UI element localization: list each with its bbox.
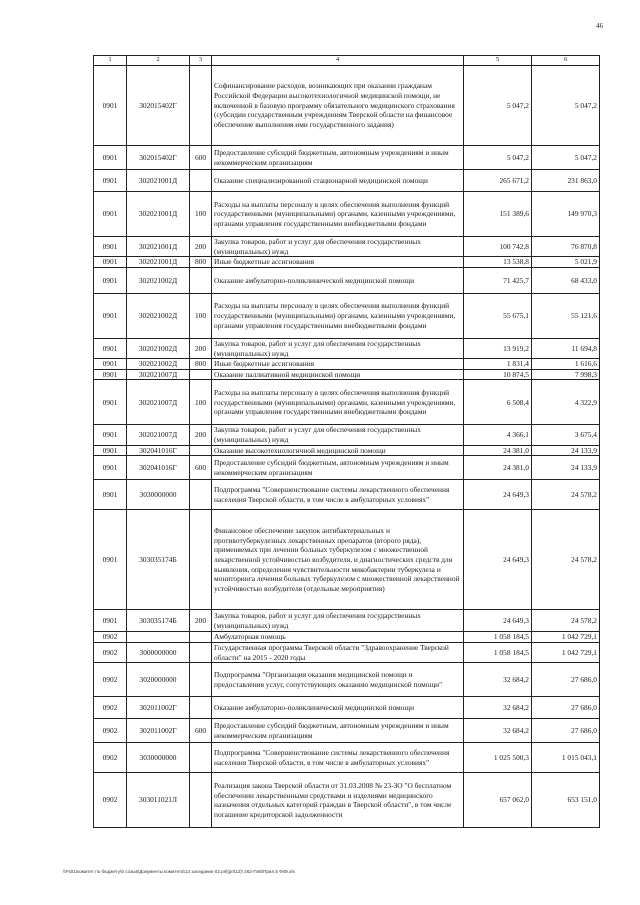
target-article-cell: 302011002Г — [127, 719, 190, 743]
expense-type-cell — [190, 267, 212, 293]
expense-type-cell — [190, 773, 212, 828]
expense-type-cell: 800 — [190, 359, 212, 370]
table-row — [94, 697, 600, 719]
description-cell: Закупка товаров, работ и услуг для обеспечения государственных (муниципальных) нужд — [212, 610, 464, 632]
executed-amount-cell: 7 998,3 — [532, 369, 600, 380]
description-cell: Оказание паллиативной медицинской помощи — [212, 369, 464, 380]
executed-amount-cell: 24 578,2 — [532, 480, 600, 510]
expense-type-cell: 200 — [190, 338, 212, 358]
table-row — [94, 425, 600, 445]
description-cell: Предоставление субсидий бюджетным, автономным учреждениям и иным некоммерческим организациям — [212, 146, 464, 170]
section-code-cell: 0902 — [94, 642, 127, 662]
table-row — [94, 719, 600, 743]
table-row — [94, 445, 600, 456]
expense-type-cell: 600 — [190, 146, 212, 170]
table-row — [94, 293, 600, 338]
section-code-cell: 0901 — [94, 510, 127, 610]
executed-amount-cell: 5 047,2 — [532, 146, 600, 170]
target-article-cell: 302021007Д — [127, 369, 190, 380]
table-row — [94, 380, 600, 425]
planned-amount-cell: 32 684,2 — [464, 663, 532, 697]
planned-amount-cell: 265 671,2 — [464, 170, 532, 192]
executed-amount-cell: 1 042 729,1 — [532, 632, 600, 643]
target-article-cell: 3030000000 — [127, 480, 190, 510]
section-code-cell: 0902 — [94, 773, 127, 828]
table-row — [94, 510, 600, 610]
target-article-cell: 302021002Д — [127, 267, 190, 293]
description-cell: Расходы на выплаты персоналу в целях обеспечения выполнения функций государственными (муниципальными) органами, казенными учреждениями, органами управления государственными внебюджетными фондами — [212, 380, 464, 425]
planned-amount-cell: 100 742,8 — [464, 237, 532, 257]
table-row — [94, 192, 600, 237]
header-cell-1: 1 — [94, 56, 127, 66]
expense-type-cell: 200 — [190, 237, 212, 257]
planned-amount-cell: 1 831,4 — [464, 359, 532, 370]
expense-type-cell — [190, 697, 212, 719]
executed-amount-cell: 653 151,0 — [532, 773, 600, 828]
page-number: 46 — [596, 22, 603, 30]
budget-table — [93, 55, 600, 828]
planned-amount-cell: 13 538,8 — [464, 257, 532, 268]
target-article-cell: 302015402Г — [127, 66, 190, 146]
section-code-cell: 0901 — [94, 237, 127, 257]
table-row — [94, 338, 600, 358]
expense-type-cell — [190, 632, 212, 643]
expense-type-cell — [190, 369, 212, 380]
expense-type-cell: 600 — [190, 719, 212, 743]
planned-amount-cell: 32 684,2 — [464, 697, 532, 719]
target-article-cell: 303035174Б — [127, 610, 190, 632]
executed-amount-cell: 3 675,4 — [532, 425, 600, 445]
section-code-cell: 0902 — [94, 663, 127, 697]
expense-type-cell — [190, 170, 212, 192]
target-article-cell: 302021002Д — [127, 293, 190, 338]
expense-type-cell: 200 — [190, 425, 212, 445]
target-article-cell: 302041016Г — [127, 445, 190, 456]
expense-type-cell — [190, 445, 212, 456]
executed-amount-cell: 1 015 043,1 — [532, 743, 600, 773]
description-cell: Подпрограмма "Совершенствование системы лекарственного обеспечения населения Тверской области, в том числе в амбулаторных условиях" — [212, 480, 464, 510]
section-code-cell: 0902 — [94, 697, 127, 719]
section-code-cell: 0901 — [94, 369, 127, 380]
target-article-cell: 302021002Д — [127, 359, 190, 370]
executed-amount-cell: 27 686,0 — [532, 697, 600, 719]
executed-amount-cell: 24 578,2 — [532, 610, 600, 632]
section-code-cell: 0902 — [94, 743, 127, 773]
description-cell: Предоставление субсидий бюджетным, автономным учреждениям и иным некоммерческим организациям — [212, 719, 464, 743]
description-cell: Подпрограмма "Совершенствование системы лекарственного обеспечения населения Тверской области, в том числе в амбулаторных условиях" — [212, 743, 464, 773]
table-row — [94, 743, 600, 773]
expense-type-cell: 800 — [190, 257, 212, 268]
target-article-cell: 3020000000 — [127, 663, 190, 697]
expense-type-cell — [190, 743, 212, 773]
expense-type-cell — [190, 66, 212, 146]
executed-amount-cell: 76 870,8 — [532, 237, 600, 257]
executed-amount-cell: 24 133,9 — [532, 456, 600, 480]
section-code-cell: 0901 — [94, 338, 127, 358]
executed-amount-cell: 24 133,9 — [532, 445, 600, 456]
planned-amount-cell: 5 047,2 — [464, 146, 532, 170]
target-article-cell — [127, 632, 190, 643]
table-row — [94, 146, 600, 170]
executed-amount-cell: 5 021,9 — [532, 257, 600, 268]
expense-type-cell — [190, 663, 212, 697]
target-article-cell: 303035174Б — [127, 510, 190, 610]
executed-amount-cell: 4 322,9 — [532, 380, 600, 425]
target-article-cell: 302015402Г — [127, 146, 190, 170]
table-row — [94, 170, 600, 192]
expense-type-cell: 100 — [190, 380, 212, 425]
description-cell: Оказание высокотехнологичной медицинской помощи — [212, 445, 464, 456]
description-cell: Государственная программа Тверской области "Здравоохранение Тверской области" на 2015 - 2020 годы — [212, 642, 464, 662]
executed-amount-cell: 11 694,8 — [532, 338, 600, 358]
description-cell: Подпрограмма "Организация оказания медицинской помощи и предоставления услуг, сопутствующих оказанию медицинской помощи" — [212, 663, 464, 697]
section-code-cell: 0901 — [94, 610, 127, 632]
section-code-cell: 0901 — [94, 66, 127, 146]
expense-type-cell: 200 — [190, 610, 212, 632]
target-article-cell: 302021007Д — [127, 425, 190, 445]
section-code-cell: 0901 — [94, 480, 127, 510]
planned-amount-cell: 24 381,0 — [464, 456, 532, 480]
description-cell: Закупка товаров, работ и услуг для обеспечения государственных (муниципальных) нужд — [212, 425, 464, 445]
header-cell-3: 3 — [190, 56, 212, 66]
section-code-cell: 0901 — [94, 192, 127, 237]
table-row — [94, 773, 600, 828]
planned-amount-cell: 55 675,1 — [464, 293, 532, 338]
description-cell: Амбулаторная помощь — [212, 632, 464, 643]
header-row — [94, 56, 600, 66]
executed-amount-cell: 231 863,0 — [532, 170, 600, 192]
planned-amount-cell: 24 649,3 — [464, 510, 532, 610]
section-code-cell: 0901 — [94, 359, 127, 370]
executed-amount-cell: 55 121,6 — [532, 293, 600, 338]
description-cell: Финансовое обеспечение закупок антибактериальных и противотуберкулезных лекарственных препаратов (второго ряда), применяемых при лечении больных туберкулезом с множественной лекарственной устойчивостью возбудителя, и диагностических средств для выявления, определения чувствительности микобактерии туберкулеза и мониторинга лечения больных туберкулезом с множественной лекарственной устойчивостью возбудителя (отдельные мероприятия) — [212, 510, 464, 610]
section-code-cell: 0901 — [94, 456, 127, 480]
section-code-cell: 0901 — [94, 267, 127, 293]
target-article-cell: 302021001Д — [127, 257, 190, 268]
executed-amount-cell: 27 686,0 — [532, 663, 600, 697]
description-cell: Иные бюджетные ассигнования — [212, 359, 464, 370]
description-cell: Оказание амбулаторно-поликлинической медицинской помощи — [212, 697, 464, 719]
planned-amount-cell: 657 062,0 — [464, 773, 532, 828]
expense-type-cell: 100 — [190, 192, 212, 237]
description-cell: Расходы на выплаты персоналу в целях обеспечения выполнения функций государственными (муниципальными) органами, казенными учреждениями, органами управления государственными внебюджетными фондами — [212, 192, 464, 237]
section-code-cell: 0902 — [94, 632, 127, 643]
section-code-cell: 0901 — [94, 425, 127, 445]
section-code-cell: 0901 — [94, 170, 127, 192]
description-cell: Софинансирование расходов, возникающих при оказании гражданам Российской Федерации высокотехнологичной медицинской помощи, не включенной в базовую программу обязательного медицинского страхования (субсидии государственным учреждениям Тверской области на финансовое обеспечение выполнения ими государственного задания) — [212, 66, 464, 146]
planned-amount-cell: 4 366,1 — [464, 425, 532, 445]
planned-amount-cell: 1 025 500,3 — [464, 743, 532, 773]
planned-amount-cell: 1 058 184,5 — [464, 642, 532, 662]
header-cell-5: 5 — [464, 56, 532, 66]
table-row — [94, 369, 600, 380]
target-article-cell: 302021001Д — [127, 237, 190, 257]
description-cell: Закупка товаров, работ и услуг для обеспечения государственных (муниципальных) нужд — [212, 237, 464, 257]
executed-amount-cell: 1 042 729,1 — [532, 642, 600, 662]
target-article-cell: 302021001Д — [127, 170, 190, 192]
expense-type-cell: 600 — [190, 456, 212, 480]
executed-amount-cell: 68 433,0 — [532, 267, 600, 293]
table-row — [94, 237, 600, 257]
section-code-cell: 0901 — [94, 146, 127, 170]
table-row — [94, 267, 600, 293]
executed-amount-cell: 5 047,2 — [532, 66, 600, 146]
target-article-cell: 3030000000 — [127, 743, 190, 773]
section-code-cell: 0901 — [94, 445, 127, 456]
executed-amount-cell: 149 970,3 — [532, 192, 600, 237]
table-row — [94, 663, 600, 697]
planned-amount-cell: 151 389,6 — [464, 192, 532, 237]
description-cell: Предоставление субсидий бюджетным, автономным учреждениям и иным некоммерческим организациям — [212, 456, 464, 480]
expense-type-cell — [190, 480, 212, 510]
table-row — [94, 642, 600, 662]
planned-amount-cell: 24 381,0 — [464, 445, 532, 456]
expense-type-cell — [190, 510, 212, 610]
target-article-cell: 302021007Д — [127, 380, 190, 425]
file-path-footer: \\Fs01\комитет по бюджету\6 созыв\Документы комитета\13 заседание 02.pril(pril13)\ 262-П46\Прил.5 Ф49.xls — [63, 869, 295, 874]
table-body — [94, 66, 600, 828]
planned-amount-cell: 5 047,2 — [464, 66, 532, 146]
description-cell: Закупка товаров, работ и услуг для обеспечения государственных (муниципальных) нужд — [212, 338, 464, 358]
section-code-cell: 0901 — [94, 380, 127, 425]
target-article-cell: 303011021Л — [127, 773, 190, 828]
description-cell: Оказание специализированной стационарной медицинской помощи — [212, 170, 464, 192]
header-cell-2: 2 — [127, 56, 190, 66]
executed-amount-cell: 24 578,2 — [532, 510, 600, 610]
table-row — [94, 257, 600, 268]
section-code-cell: 0901 — [94, 293, 127, 338]
description-cell: Иные бюджетные ассигнования — [212, 257, 464, 268]
table-row — [94, 456, 600, 480]
planned-amount-cell: 6 508,4 — [464, 380, 532, 425]
target-article-cell: 302041016Г — [127, 456, 190, 480]
table-row — [94, 359, 600, 370]
section-code-cell: 0901 — [94, 257, 127, 268]
table-row — [94, 632, 600, 643]
planned-amount-cell: 24 649,3 — [464, 610, 532, 632]
planned-amount-cell: 13 919,2 — [464, 338, 532, 358]
planned-amount-cell: 10 874,5 — [464, 369, 532, 380]
expense-type-cell: 100 — [190, 293, 212, 338]
planned-amount-cell: 32 684,2 — [464, 719, 532, 743]
description-cell: Оказание амбулаторно-поликлинической медицинской помощи — [212, 267, 464, 293]
target-article-cell: 302011002Г — [127, 697, 190, 719]
planned-amount-cell: 1 058 184,5 — [464, 632, 532, 643]
expense-type-cell — [190, 642, 212, 662]
header-cell-6: 6 — [532, 56, 600, 66]
table-row — [94, 66, 600, 146]
target-article-cell: 302021001Д — [127, 192, 190, 237]
header-cell-4: 4 — [212, 56, 464, 66]
target-article-cell: 3000000000 — [127, 642, 190, 662]
section-code-cell: 0902 — [94, 719, 127, 743]
executed-amount-cell: 27 686,0 — [532, 719, 600, 743]
target-article-cell: 302021002Д — [127, 338, 190, 358]
planned-amount-cell: 71 425,7 — [464, 267, 532, 293]
description-cell: Расходы на выплаты персоналу в целях обеспечения выполнения функций государственными (муниципальными) органами, казенными учреждениями, органами управления государственными внебюджетными фондами — [212, 293, 464, 338]
table-row — [94, 610, 600, 632]
table-row — [94, 480, 600, 510]
description-cell: Реализация закона Тверской области от 31.03.2008 № 23-ЗО "О бесплатном обеспечении лекарственными средствами и изделиями медицинского назначения отдельных категорий граждан в Тверской области", в том числе погашение кредиторской задолженности — [212, 773, 464, 828]
executed-amount-cell: 1 616,6 — [532, 359, 600, 370]
planned-amount-cell: 24 649,3 — [464, 480, 532, 510]
